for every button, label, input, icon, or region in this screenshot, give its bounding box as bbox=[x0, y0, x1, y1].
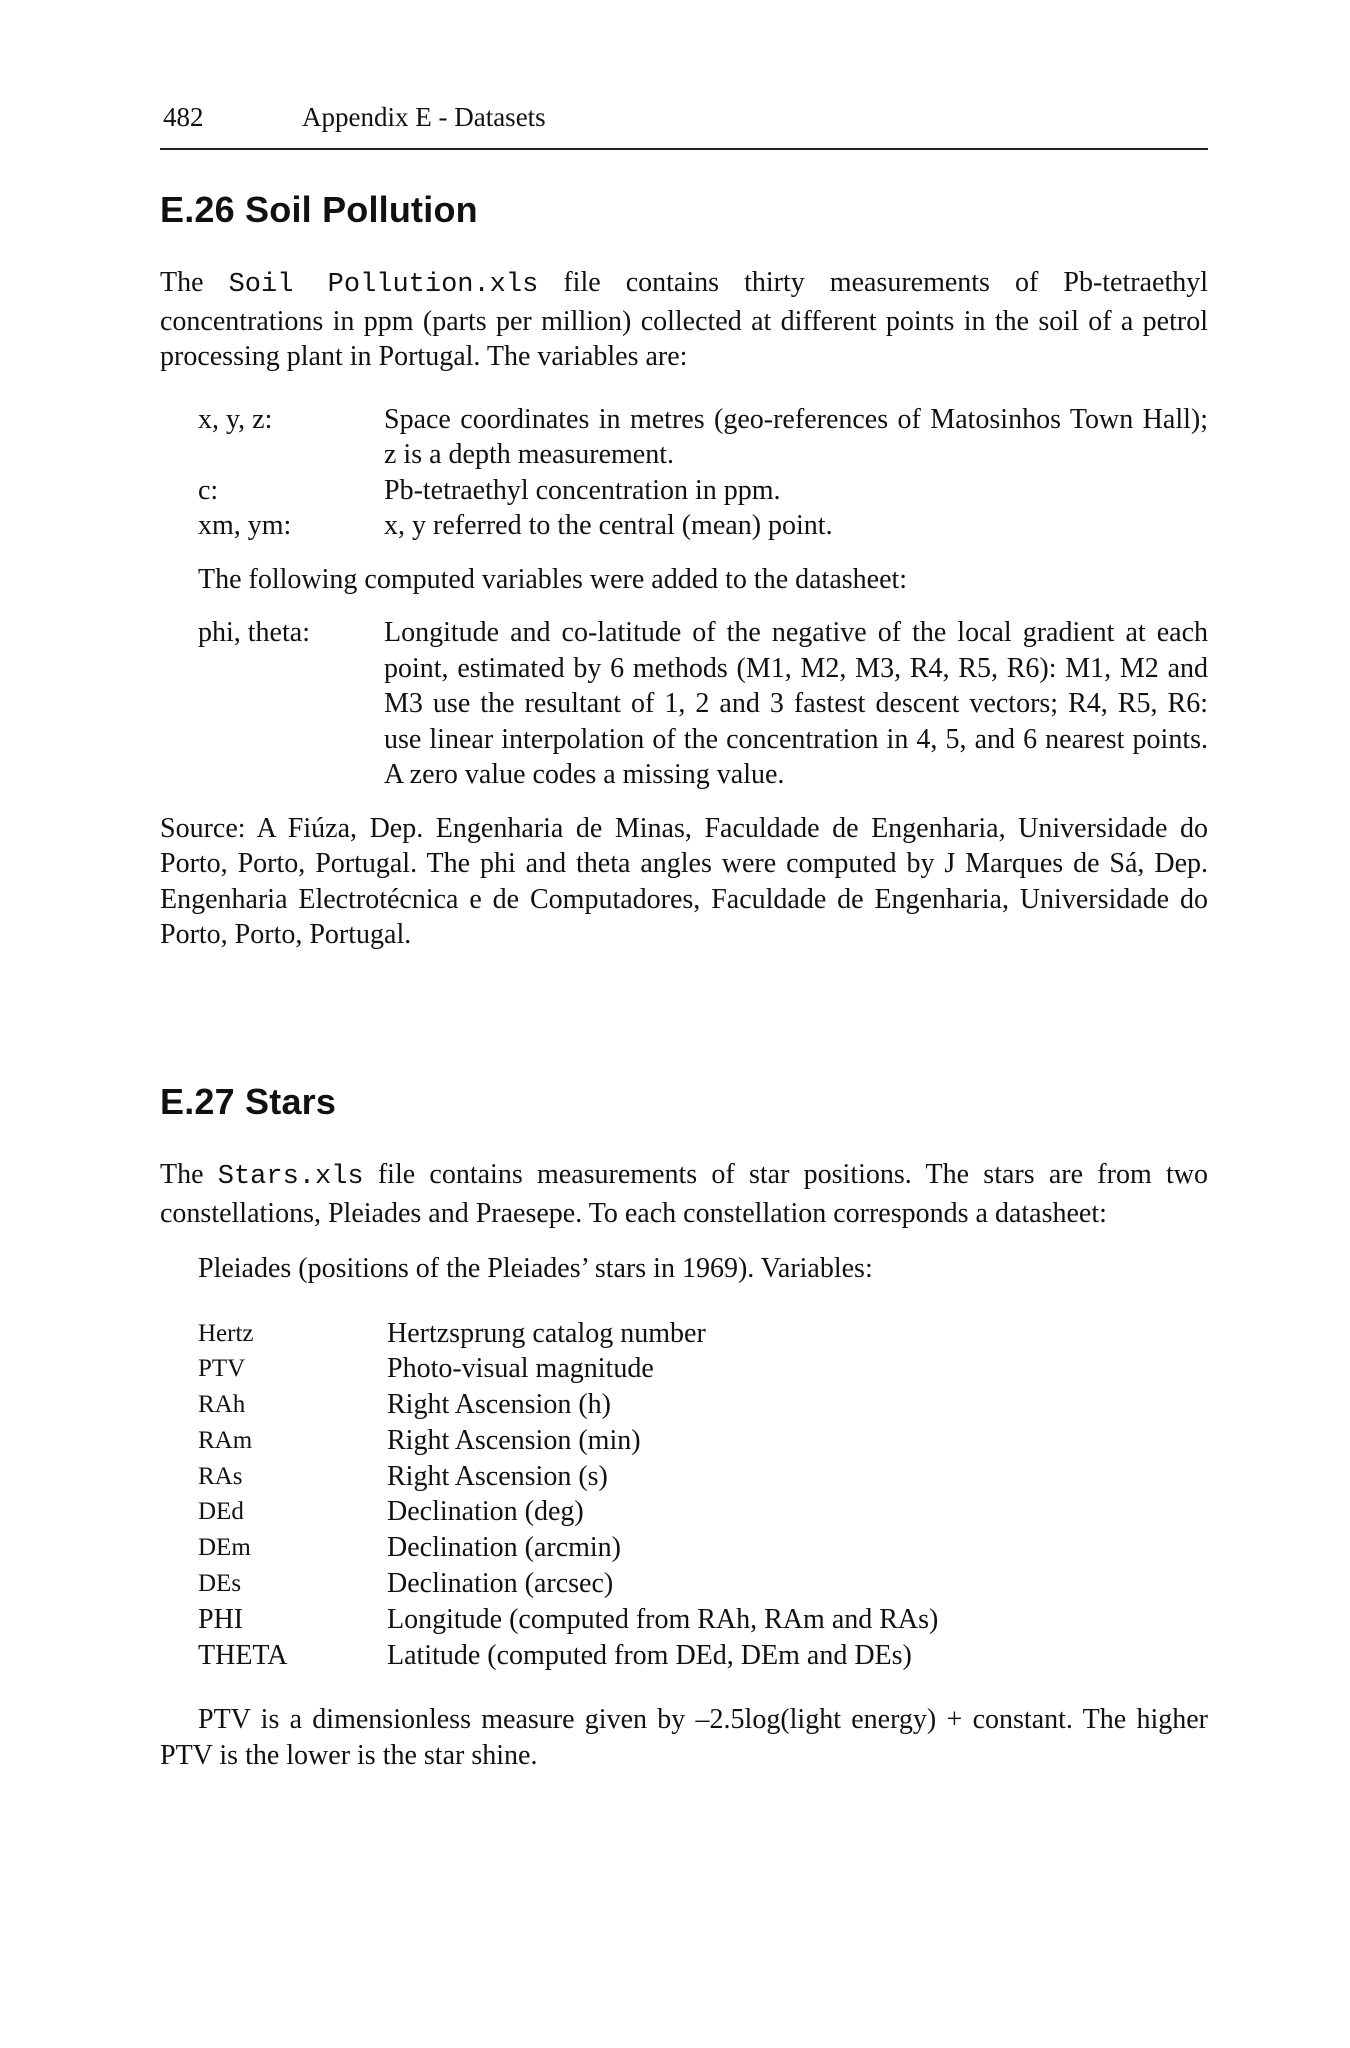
ptv-note-paragraph: PTV is a dimensionless measure given by –2.5log(light energy) + constant. The higher PTV is the lower is the star shine. bbox=[160, 1704, 1208, 1771]
variable-row bbox=[198, 1566, 1208, 1602]
variable-row bbox=[198, 1387, 1208, 1423]
pleiades-intro: Pleiades (positions of the Pleiades’ stars in 1969). Variables: bbox=[198, 1253, 873, 1284]
variable-term: THETA bbox=[198, 1639, 288, 1671]
file-name: Stars.xls bbox=[217, 1162, 364, 1192]
variable-term: DEs bbox=[198, 1570, 242, 1598]
variable-row bbox=[198, 1423, 1208, 1459]
header-rule bbox=[160, 148, 1208, 150]
variable-description: x, y referred to the central (mean) point. bbox=[384, 510, 833, 541]
variable-description: Latitude (computed from DEd, DEm and DEs) bbox=[387, 1639, 912, 1671]
variable-row bbox=[198, 1530, 1208, 1566]
variable-row bbox=[198, 615, 1208, 793]
variable-description: Photo-visual magnitude bbox=[387, 1353, 654, 1385]
variable-row bbox=[198, 508, 1208, 544]
variable-row bbox=[198, 1459, 1208, 1495]
intro-text-pre: The bbox=[160, 267, 229, 298]
variable-row bbox=[198, 402, 1208, 473]
variable-description: Right Ascension (h) bbox=[387, 1389, 611, 1421]
variable-term: RAm bbox=[198, 1426, 253, 1454]
intro-text-post: file contains thirty measurements of Pb-tetraethyl concentrations in ppm (parts per million) collected at different points in the soil of a petrol processing plant in Portugal. The variables are: bbox=[160, 267, 1208, 372]
variable-description: Declination (arcsec) bbox=[387, 1568, 614, 1600]
variable-term: PTV bbox=[198, 1355, 246, 1383]
variable-term: RAs bbox=[198, 1462, 243, 1490]
file-name: Soil Pollution.xls bbox=[228, 270, 539, 300]
soil-variable-list bbox=[198, 402, 1208, 544]
source-paragraph: Source: A Fiúza, Dep. Engenharia de Minas, Faculdade de Engenharia, Universidade do Porto, Porto, Portugal. The phi and theta angles were computed by J Marques de Sá, Dep. Engenharia Electrotécnica e de Computadores, Faculdade de Engenharia, Universidade do Porto, Porto, Portugal. bbox=[160, 812, 1208, 950]
section-soil-pollution bbox=[160, 188, 1208, 953]
variable-term: DEm bbox=[198, 1534, 251, 1562]
variable-term: xm, ym: bbox=[198, 510, 292, 541]
variable-row bbox=[198, 1494, 1208, 1530]
page-number: 482 bbox=[163, 102, 204, 132]
variable-row bbox=[198, 473, 1208, 509]
variable-row bbox=[198, 1602, 1208, 1638]
variable-description: Declination (arcmin) bbox=[387, 1532, 622, 1564]
variable-description: Longitude and co-latitude of the negative of the local gradient at each point, estimated by 6 methods (M1, M2, M3, R4, R5, R6): M1, M2 and M3 use the resultant of 1, 2 and 3 fastest descent vectors; R4, R5, R6: use linear interpolation of the concentration in 4, 5, and 6 nearest points. A zero value codes a missing value. bbox=[384, 617, 1208, 790]
computed-variable-list bbox=[198, 615, 1208, 793]
variable-term: c: bbox=[198, 474, 219, 506]
section-stars bbox=[160, 1080, 1208, 1773]
section-title: E.26 Soil Pollution bbox=[160, 189, 478, 230]
variable-row bbox=[198, 1351, 1208, 1387]
variable-description: Hertzsprung catalog number bbox=[387, 1317, 706, 1349]
variable-row bbox=[198, 1316, 1208, 1352]
stars-intro-paragraph bbox=[160, 1157, 1208, 1231]
variable-term: x, y, z: bbox=[198, 403, 273, 435]
variable-term: Hertz bbox=[198, 1319, 254, 1347]
variable-description: Right Ascension (s) bbox=[387, 1460, 608, 1492]
variable-term: PHI bbox=[198, 1603, 244, 1635]
pleiades-variable-list bbox=[198, 1316, 1208, 1674]
intro-text-pre: The bbox=[160, 1159, 218, 1190]
variable-term: RAh bbox=[198, 1391, 246, 1419]
variable-term: phi, theta: bbox=[198, 617, 310, 648]
variable-term: DEd bbox=[198, 1498, 244, 1526]
variable-row bbox=[198, 1638, 1208, 1674]
variable-description: Space coordinates in metres (geo-references of Matosinhos Town Hall); z is a depth measurement. bbox=[384, 403, 1208, 470]
section-title: E.27 Stars bbox=[160, 1081, 337, 1122]
variable-description: Declination (deg) bbox=[387, 1496, 584, 1528]
header-title: Appendix E - Datasets bbox=[302, 102, 546, 132]
intro-text-post: file contains measurements of star positions. The stars are from two constellations, Pleiades and Praesepe. To each constellation corresponds a datasheet: bbox=[160, 1159, 1208, 1229]
variable-description: Right Ascension (min) bbox=[387, 1424, 641, 1456]
computed-intro: The following computed variables were added to the datasheet: bbox=[198, 563, 908, 595]
variable-description: Longitude (computed from RAh, RAm and RAs) bbox=[387, 1603, 939, 1635]
variable-description: Pb-tetraethyl concentration in ppm. bbox=[384, 474, 781, 506]
soil-intro-paragraph bbox=[160, 265, 1208, 375]
